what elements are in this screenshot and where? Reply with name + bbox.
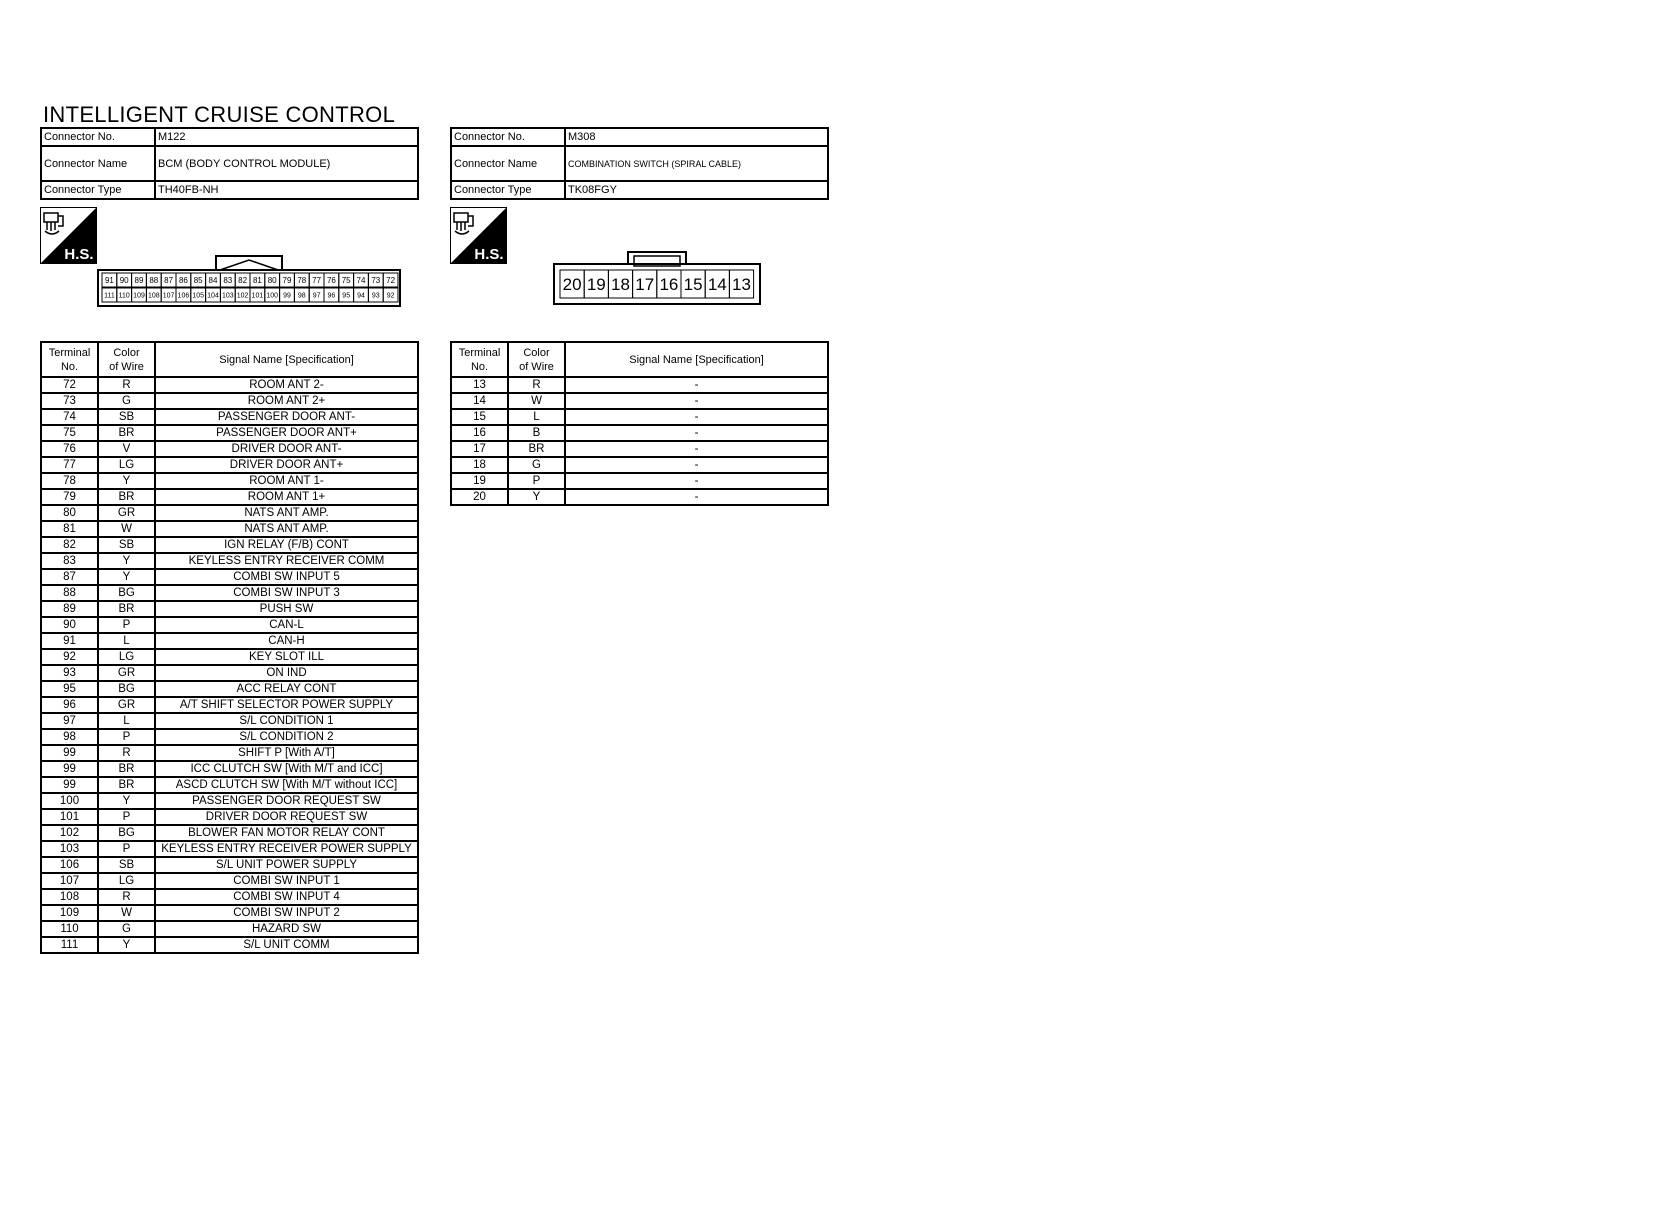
terminal-number: 96: [41, 697, 98, 713]
pin-number: 13: [732, 275, 751, 295]
signal-name: -: [565, 457, 828, 473]
terminal-number: 101: [41, 809, 98, 825]
terminal-number: 17: [451, 441, 508, 457]
terminal-table-m122: [40, 341, 419, 954]
signal-name: A/T SHIFT SELECTOR POWER SUPPLY: [155, 697, 418, 713]
signal-name: PASSENGER DOOR ANT-: [155, 409, 418, 425]
terminal-row: [41, 889, 418, 905]
wire-color: SB: [98, 409, 155, 425]
pin-number: 17: [635, 275, 655, 295]
wire-color: Y: [508, 489, 565, 505]
signal-name: S/L UNIT POWER SUPPLY: [155, 857, 418, 873]
signal-name: ROOM ANT 2-: [155, 377, 418, 393]
wire-color: BG: [98, 681, 155, 697]
terminal-header-line1: Terminal: [458, 346, 501, 359]
terminal-number: 80: [41, 505, 98, 521]
terminal-number: 99: [41, 761, 98, 777]
signal-name: ICC CLUTCH SW [With M/T and ICC]: [155, 761, 418, 777]
terminal-number: 103: [41, 841, 98, 857]
pin-number: 102: [236, 292, 249, 300]
terminal-row: [41, 617, 418, 633]
signal-name: SHIFT P [With A/T]: [155, 745, 418, 761]
terminal-number: 97: [41, 713, 98, 729]
signal-name: DRIVER DOOR REQUEST SW: [155, 809, 418, 825]
terminal-row: [41, 713, 418, 729]
terminal-row: [41, 473, 418, 489]
wire-color: GR: [98, 665, 155, 681]
wire-color: P: [98, 841, 155, 857]
signal-name: -: [565, 489, 828, 505]
signal-name: -: [565, 441, 828, 457]
terminal-number: 111: [41, 937, 98, 953]
signal-name: KEYLESS ENTRY RECEIVER COMM: [155, 553, 418, 569]
terminal-row: [41, 409, 418, 425]
terminal-row: [41, 537, 418, 553]
pin-number: 88: [149, 275, 159, 285]
terminal-row: [41, 793, 418, 809]
wire-color: G: [508, 457, 565, 473]
wire-color: G: [98, 921, 155, 937]
wire-color: BR: [508, 441, 565, 457]
terminal-number: 82: [41, 537, 98, 553]
terminal-number: 88: [41, 585, 98, 601]
signal-name: CAN-L: [155, 617, 418, 633]
terminal-number: 93: [41, 665, 98, 681]
wire-color: BR: [98, 601, 155, 617]
wire-color: BR: [98, 489, 155, 505]
pin-number: 79: [282, 275, 292, 285]
terminal-number: 19: [451, 473, 508, 489]
color-header-line2: of Wire: [519, 360, 554, 373]
terminal-row: [41, 937, 418, 953]
signal-name: -: [565, 409, 828, 425]
connector-name-value: BCM (BODY CONTROL MODULE): [155, 146, 418, 181]
signal-name: -: [565, 377, 828, 393]
signal-name: PASSENGER DOOR REQUEST SW: [155, 793, 418, 809]
hs-label: H.S.: [474, 246, 504, 263]
terminal-number: 108: [41, 889, 98, 905]
terminal-header-line2: No.: [60, 360, 79, 373]
signal-name: KEY SLOT ILL: [155, 649, 418, 665]
signal-name: -: [565, 393, 828, 409]
terminal-number: 76: [41, 441, 98, 457]
connector-face-m122: [96, 250, 402, 308]
wire-color: P: [98, 809, 155, 825]
pin-number: 100: [266, 292, 279, 300]
pin-number: 97: [312, 292, 321, 300]
terminal-number: 91: [41, 633, 98, 649]
terminal-row: [41, 649, 418, 665]
terminal-number: 78: [41, 473, 98, 489]
terminal-number: 81: [41, 521, 98, 537]
connector-hand-icon: [454, 213, 473, 234]
wire-color: L: [98, 633, 155, 649]
wire-color: GR: [98, 505, 155, 521]
signal-name: ROOM ANT 1-: [155, 473, 418, 489]
terminal-row: [41, 681, 418, 697]
pin-number: 78: [297, 275, 307, 285]
wire-color: BR: [98, 777, 155, 793]
pin-number: 80: [267, 275, 277, 285]
signal-name: DRIVER DOOR ANT-: [155, 441, 418, 457]
terminal-row: [41, 697, 418, 713]
pin-number: 73: [371, 275, 381, 285]
terminal-number: 109: [41, 905, 98, 921]
terminal-row: [41, 585, 418, 601]
wire-color: SB: [98, 857, 155, 873]
pin-number: 101: [251, 292, 264, 300]
pin-number: 86: [178, 275, 188, 285]
terminal-row: [41, 489, 418, 505]
pin-number: 109: [133, 292, 145, 300]
page-title: INTELLIGENT CRUISE CONTROL: [43, 102, 396, 127]
terminal-number: 98: [41, 729, 98, 745]
connector-type-value: TK08FGY: [565, 181, 828, 199]
terminal-row: [451, 457, 828, 473]
terminal-number: 72: [41, 377, 98, 393]
pin-number: 77: [312, 275, 322, 285]
signal-name: ROOM ANT 2+: [155, 393, 418, 409]
connector-info-table-right: [450, 127, 829, 200]
terminal-row: [451, 473, 828, 489]
wire-color: Y: [98, 793, 155, 809]
color-header-line1: Color: [523, 346, 550, 359]
wire-color: P: [98, 617, 155, 633]
wire-color: P: [98, 729, 155, 745]
terminal-row: [451, 393, 828, 409]
terminal-number: 107: [41, 873, 98, 889]
wire-color: L: [508, 409, 565, 425]
terminal-row: [451, 441, 828, 457]
color-header-line2: of Wire: [109, 360, 144, 373]
terminal-row: [41, 553, 418, 569]
pin-number: 76: [326, 275, 336, 285]
signal-name: COMBI SW INPUT 4: [155, 889, 418, 905]
color-of-wire-header: [98, 342, 155, 377]
terminal-row: [41, 457, 418, 473]
wire-color: Y: [98, 937, 155, 953]
wire-color: R: [98, 377, 155, 393]
terminal-row: [41, 777, 418, 793]
terminal-table-m308: [450, 341, 829, 506]
terminal-row: [41, 569, 418, 585]
wire-color: BG: [98, 825, 155, 841]
terminal-number: 110: [41, 921, 98, 937]
wire-color: P: [508, 473, 565, 489]
signal-name: HAZARD SW: [155, 921, 418, 937]
wire-color: LG: [98, 873, 155, 889]
terminal-row: [451, 377, 828, 393]
signal-name: -: [565, 425, 828, 441]
pin-number: 91: [104, 275, 114, 285]
terminal-number: 13: [451, 377, 508, 393]
signal-name: S/L UNIT COMM: [155, 937, 418, 953]
hs-label: H.S.: [64, 246, 94, 263]
terminal-row: [41, 921, 418, 937]
pin-number: 74: [356, 275, 366, 285]
connector-name-label: Connector Name: [451, 146, 565, 181]
terminal-number: 87: [41, 569, 98, 585]
connector-info-table-left: [40, 127, 419, 200]
connector-type-label: Connector Type: [451, 181, 565, 199]
terminal-no-header: [41, 342, 98, 377]
terminal-number: 89: [41, 601, 98, 617]
pin-number: 92: [386, 292, 395, 300]
pin-number: 95: [342, 292, 351, 300]
signal-name: KEYLESS ENTRY RECEIVER POWER SUPPLY: [155, 841, 418, 857]
wire-color: LG: [98, 457, 155, 473]
connector-face-m308: [552, 248, 762, 306]
pin-number: 105: [192, 292, 205, 300]
pin-number: 108: [147, 292, 160, 300]
terminal-number: 102: [41, 825, 98, 841]
wire-color: W: [508, 393, 565, 409]
terminal-number: 74: [41, 409, 98, 425]
connector-no-value: M308: [565, 128, 828, 146]
pin-number: 103: [221, 292, 234, 300]
terminal-row: [41, 905, 418, 921]
terminal-row: [41, 809, 418, 825]
connector-name-value: COMBINATION SWITCH (SPIRAL CABLE): [565, 146, 828, 181]
wire-color: W: [98, 905, 155, 921]
pin-number: 14: [707, 275, 727, 295]
connector-hand-icon: [44, 213, 63, 234]
pin-number: 85: [193, 275, 203, 285]
terminal-number: 15: [451, 409, 508, 425]
terminal-number: 99: [41, 777, 98, 793]
terminal-number: 83: [41, 553, 98, 569]
terminal-row: [41, 377, 418, 393]
wire-color: GR: [98, 697, 155, 713]
wire-color: LG: [98, 649, 155, 665]
wire-color: W: [98, 521, 155, 537]
wire-color: V: [98, 441, 155, 457]
terminal-row: [451, 409, 828, 425]
wire-color: BR: [98, 425, 155, 441]
wire-color: BG: [98, 585, 155, 601]
pin-number: 96: [327, 292, 336, 300]
pin-number: 90: [119, 275, 129, 285]
signal-name: PASSENGER DOOR ANT+: [155, 425, 418, 441]
pin-number: 18: [611, 275, 630, 295]
signal-name: S/L CONDITION 2: [155, 729, 418, 745]
wire-color: G: [98, 393, 155, 409]
signal-name: CAN-H: [155, 633, 418, 649]
pin-number: 94: [357, 292, 365, 300]
terminal-row: [41, 521, 418, 537]
pin-number: 110: [118, 292, 130, 300]
pin-number: 84: [208, 275, 218, 285]
connector-type-label: Connector Type: [41, 181, 155, 199]
terminal-row: [41, 841, 418, 857]
wire-color: Y: [98, 569, 155, 585]
pin-number: 19: [586, 275, 606, 295]
terminal-number: 75: [41, 425, 98, 441]
terminal-number: 100: [41, 793, 98, 809]
pin-number: 87: [164, 275, 174, 285]
pin-number: 75: [341, 275, 351, 285]
terminal-row: [451, 489, 828, 505]
pin-number: 15: [683, 275, 703, 295]
signal-name: COMBI SW INPUT 2: [155, 905, 418, 921]
terminal-row: [41, 601, 418, 617]
pin-number: 81: [252, 275, 262, 285]
terminal-row: [41, 825, 418, 841]
terminal-row: [41, 665, 418, 681]
terminal-number: 16: [451, 425, 508, 441]
wire-color: B: [508, 425, 565, 441]
terminal-row: [41, 633, 418, 649]
pin-number: 104: [207, 292, 219, 300]
connector-no-label: Connector No.: [451, 128, 565, 146]
pin-number: 83: [223, 275, 233, 285]
terminal-number: 77: [41, 457, 98, 473]
color-header-line1: Color: [113, 346, 140, 359]
terminal-header-line2: No.: [470, 360, 489, 373]
terminal-number: 106: [41, 857, 98, 873]
terminal-number: 20: [451, 489, 508, 505]
signal-name: COMBI SW INPUT 1: [155, 873, 418, 889]
signal-name: DRIVER DOOR ANT+: [155, 457, 418, 473]
signal-name: NATS ANT AMP.: [155, 521, 418, 537]
signal-name: NATS ANT AMP.: [155, 505, 418, 521]
wire-color: R: [508, 377, 565, 393]
terminal-row: [41, 761, 418, 777]
terminal-row: [41, 857, 418, 873]
terminal-row: [451, 425, 828, 441]
signal-name: ON IND: [155, 665, 418, 681]
terminal-number: 79: [41, 489, 98, 505]
terminal-row: [41, 441, 418, 457]
signal-name: S/L CONDITION 1: [155, 713, 418, 729]
pin-number: 93: [371, 292, 380, 300]
signal-name: ASCD CLUTCH SW [With M/T without ICC]: [155, 777, 418, 793]
wire-color: SB: [98, 537, 155, 553]
terminal-number: 99: [41, 745, 98, 761]
terminal-number: 95: [41, 681, 98, 697]
signal-name: ROOM ANT 1+: [155, 489, 418, 505]
pin-number: 106: [177, 292, 190, 300]
connector-no-label: Connector No.: [41, 128, 155, 146]
terminal-row: [41, 873, 418, 889]
harness-side-icon: [40, 207, 97, 264]
terminal-row: [41, 745, 418, 761]
pin-number: 20: [562, 275, 582, 295]
pin-number: 98: [297, 292, 306, 300]
wire-color: Y: [98, 473, 155, 489]
pin-number: 72: [386, 275, 396, 285]
terminal-row: [41, 505, 418, 521]
signal-name-header: Signal Name [Specification]: [565, 342, 828, 377]
terminal-row: [41, 393, 418, 409]
connector-type-value: TH40FB-NH: [155, 181, 418, 199]
terminal-row: [41, 425, 418, 441]
pin-number: 107: [162, 292, 175, 300]
signal-name: COMBI SW INPUT 3: [155, 585, 418, 601]
terminal-number: 14: [451, 393, 508, 409]
signal-name: BLOWER FAN MOTOR RELAY CONT: [155, 825, 418, 841]
terminal-no-header: [451, 342, 508, 377]
signal-name: COMBI SW INPUT 5: [155, 569, 418, 585]
terminal-number: 73: [41, 393, 98, 409]
pin-number: 111: [104, 292, 115, 300]
harness-side-icon: [450, 207, 507, 264]
pin-number: 82: [238, 275, 248, 285]
terminal-row: [41, 729, 418, 745]
color-of-wire-header: [508, 342, 565, 377]
signal-name-header: Signal Name [Specification]: [155, 342, 418, 377]
wire-color: Y: [98, 553, 155, 569]
wire-color: L: [98, 713, 155, 729]
terminal-number: 92: [41, 649, 98, 665]
terminal-number: 90: [41, 617, 98, 633]
terminal-number: 18: [451, 457, 508, 473]
signal-name: ACC RELAY CONT: [155, 681, 418, 697]
pin-number: 16: [659, 275, 679, 295]
signal-name: -: [565, 473, 828, 489]
signal-name: IGN RELAY (F/B) CONT: [155, 537, 418, 553]
wire-color: R: [98, 889, 155, 905]
wire-color: R: [98, 745, 155, 761]
signal-name: PUSH SW: [155, 601, 418, 617]
pin-number: 89: [134, 275, 144, 285]
pin-number: 99: [283, 292, 291, 300]
terminal-header-line1: Terminal: [48, 346, 91, 359]
connector-no-value: M122: [155, 128, 418, 146]
connector-name-label: Connector Name: [41, 146, 155, 181]
wire-color: BR: [98, 761, 155, 777]
